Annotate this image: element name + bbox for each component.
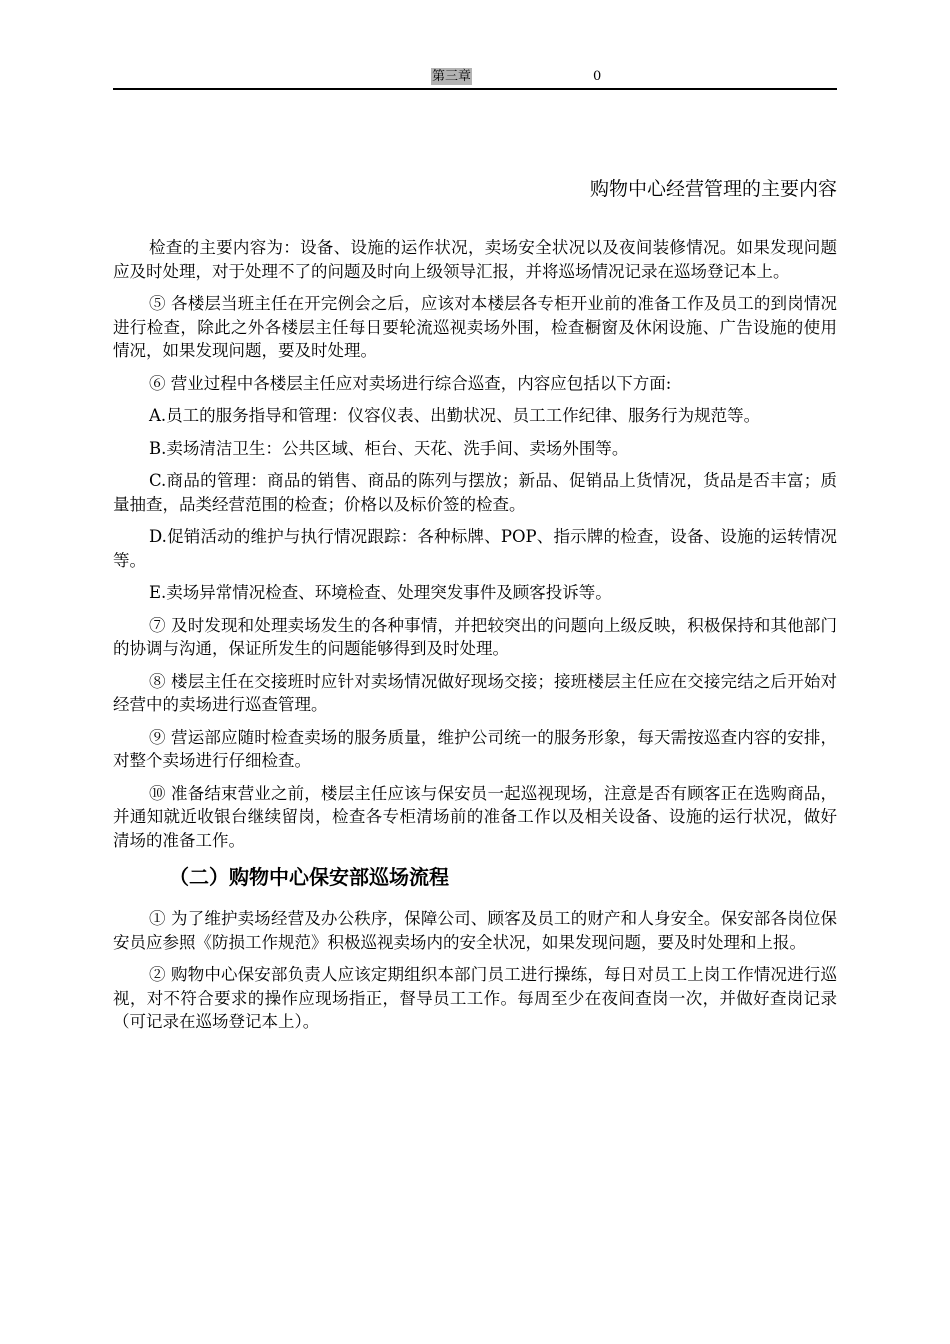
paragraph-inspection-content: 检查的主要内容为：设备、设施的运作状况，卖场安全状况以及夜间装修情况。如果发现问题应及时处理，对于处理不了的问题及时向上级领导汇报，并将巡场情况记录在巡场登记本上。 xyxy=(113,238,837,281)
paragraph-sub-c: C.商品的管理：商品的销售、商品的陈列与摆放；新品、促销品上货情况，货品是否丰富；质量抽查，品类经营范围的检查；价格以及标价签的检查。 xyxy=(113,471,837,514)
document-title: 购物中心经营管理的主要内容 xyxy=(589,178,837,200)
paragraph-item-8: ⑧ 楼层主任在交接班时应针对卖场情况做好现场交接；接班楼层主任应在交接完结之后开始对经营中的卖场进行巡查管理。 xyxy=(113,671,837,714)
paragraph-security-2: ② 购物中心保安部负责人应该定期组织本部门员工进行操练，每日对员工上岗工作情况进行巡视，对不符合要求的操作应现场指正，督导员工工作。每周至少在夜间查岗一次，并做好查岗记录（可记录在巡场登记本上）。 xyxy=(113,965,837,1031)
paragraph-item-7: ⑦ 及时发现和处理卖场发生的各种事情，并把较突出的问题向上级反映，积极保持和其他部门的协调与沟通，保证所发生的问题能够得到及时处理。 xyxy=(113,615,837,658)
page-header xyxy=(113,66,837,90)
header-chapter-label: 第三章 xyxy=(432,69,472,84)
paragraph-sub-b: B.卖场清洁卫生：公共区域、柜台、天花、洗手间、卖场外围等。 xyxy=(149,438,629,458)
paragraph-sub-e: E.卖场异常情况检查、环境检查、处理突发事件及顾客投诉等。 xyxy=(149,583,612,602)
paragraph-item-10: ⑩ 准备结束营业之前，楼层主任应该与保安员一起巡视现场，注意是否有顾客正在选购商品，并通知就近收银台继续留岗，检查各专柜清场前的准备工作以及相关设备、设施的运行状况，做好清场的准备工作。 xyxy=(113,783,837,850)
document-body xyxy=(113,236,837,1043)
paragraph-item-6: ⑥ 营业过程中各楼层主任应对卖场进行综合巡查，内容应包括以下方面: xyxy=(149,373,672,393)
paragraph-sub-d: D.促销活动的维护与执行情况跟踪：各种标牌、POP、指示牌的检查，设备、设施的运转情况等。 xyxy=(113,527,837,570)
paragraph-sub-a: A.员工的服务指导和管理：仪容仪表、出勤状况、员工工作纪律、服务行为规范等。 xyxy=(149,406,761,425)
paragraph-item-9: ⑨ 营运部应随时检查卖场的服务质量，维护公司统一的服务形象，每天需按巡查内容的安排，对整个卖场进行仔细检查。 xyxy=(113,727,837,770)
paragraph-security-1: ① 为了维护卖场经营及办公秩序，保障公司、顾客及员工的财产和人身安全。保安部各岗位保安员应参照《防损工作规范》积极巡视卖场内的安全状况，如果发现问题，要及时处理和上报。 xyxy=(113,909,837,952)
header-page-number: 0 xyxy=(593,69,602,84)
section-heading: （二）购物中心保安部巡场流程 xyxy=(169,865,449,889)
paragraph-item-5: ⑤ 各楼层当班主任在开完例会之后，应该对本楼层各专柜开业前的准备工作及员工的到岗情况进行检查，除此之外各楼层主任每日要轮流巡视卖场外围，检查橱窗及休闲设施、广告设施的使用情况，如果发现问题，要及时处理。 xyxy=(113,294,837,360)
